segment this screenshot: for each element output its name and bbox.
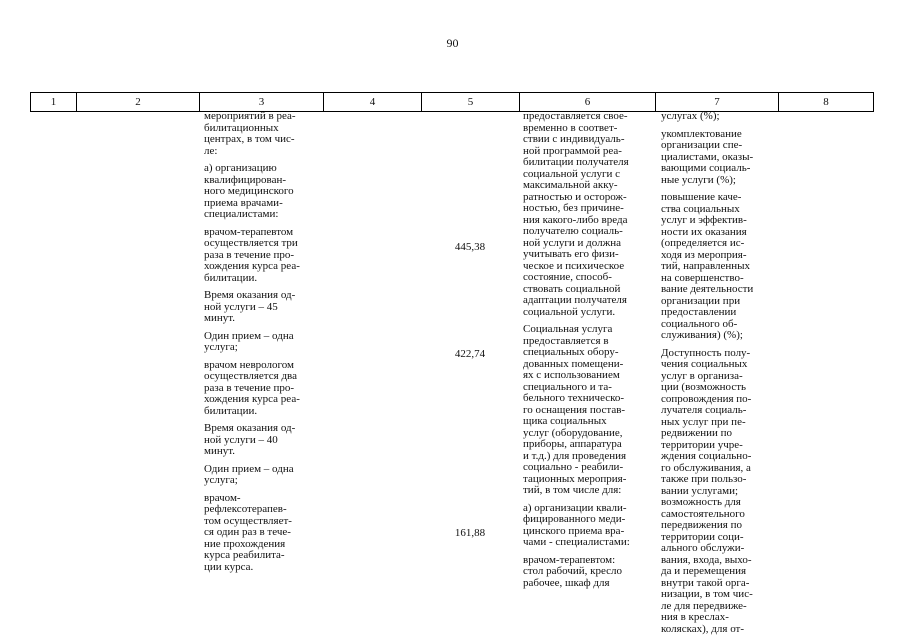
col6-paragraph: врачом-терапевтом: стол рабочий, кресло рабочее, шкаф для [523, 553, 623, 589]
table-header-row [30, 92, 874, 112]
column-6-text [523, 111, 655, 595]
col3-paragraph: мероприятий в реа- билитационных центрах, в том чис- ле: [204, 110, 296, 157]
col6-paragraph: а) организации квали- фицированного меди- цинского приема вра- чами - специалистами: [523, 501, 630, 548]
col7-paragraph: укомплектование организации спе- циалистами, оказы- вающими социаль- ные услуги (%); [661, 127, 754, 186]
page-number: 90 [446, 36, 459, 50]
price-value: 161,88 [454, 527, 486, 539]
col3-paragraph: врачом-терапевтом осуществляется три раза в течение про- хождения курса реа- билитации. [204, 225, 300, 284]
col6-paragraph: предоставляется свое- временно в соответ- ствии с индивидуаль- ной программой реа- билитации получателя социальной услуги с максимальной акку- ратностью и осторож- ностью, без причине- ния какого-либо вреда получателю социаль- ной услуги и должна учитывать его физи- ческое и психическое состояние, способ- ствовать социальной адаптации получателя социальной услуги. [523, 110, 629, 318]
col3-paragraph: врачом неврологом осуществляется два раза в течение про- хождения курса реа- билитации. [204, 358, 300, 417]
price-value: 445,38 [454, 241, 486, 253]
header-cell-3: 3 [199, 93, 323, 111]
header-cell-2: 2 [76, 93, 199, 111]
header-cell-8: 8 [778, 93, 874, 111]
col7-paragraph: повышение каче- ства социальных услуг и эффектив- ности их оказания (определяется ис- ходя из мероприя- тий, направленных на совершенство- вание деятельности организации при предоставлении социального об- служивания) (%); [661, 191, 754, 341]
col7-paragraph: Доступность полу- чения социальных услуг в организа- ции (возможность сопровождения по- лучателя социаль- ных услуг при пе- редвижении по территории учре- ждения социально- го обслуживания, а также при пользо- вании услугами; возможность для самостоятельного передвижения по территории соци- ального обслужи- вания, входа, выхо- да и перемещения внутри такой орга- низации, в том чис- ле для передвиже- ния в креслах- колясках), для от- [661, 346, 753, 635]
header-cell-7: 7 [655, 93, 778, 111]
col3-paragraph: Один прием – одна услуга; [204, 462, 294, 486]
header-cell-1: 1 [30, 93, 76, 111]
col3-paragraph: Один прием – одна услуга; [204, 329, 294, 353]
col3-paragraph: Время оказания од- ной услуги – 40 минут. [204, 422, 296, 457]
header-cell-4: 4 [323, 93, 421, 111]
col3-paragraph: врачом- рефлексотерапев- том осуществляет- ся один раз в тече- ние прохождения курса реабилита- ции курса. [204, 491, 292, 573]
col3-paragraph: Время оказания од- ной услуги – 45 минут. [204, 289, 296, 324]
col7-paragraph: услугах (%); [661, 110, 720, 122]
col6-paragraph: Социальная услуга предоставляется в специальных обору- дованных помещени- ях с использованием специального и та- бельного техническо- го оснащения постав- щика социальных услуг (оборудование, приборы, аппаратура и т.д.) для проведения социально - реабили- тационных мероприя- тий, в том числе для: [523, 323, 627, 496]
col3-paragraph: а) организацию квалифицирован- ного медицинского приема врачами- специалистами: [204, 162, 294, 220]
header-cell-6: 6 [519, 93, 655, 111]
header-cell-5: 5 [421, 93, 519, 111]
price-value: 422,74 [454, 348, 486, 360]
column-3-text [204, 111, 324, 579]
column-7-text [661, 111, 779, 641]
